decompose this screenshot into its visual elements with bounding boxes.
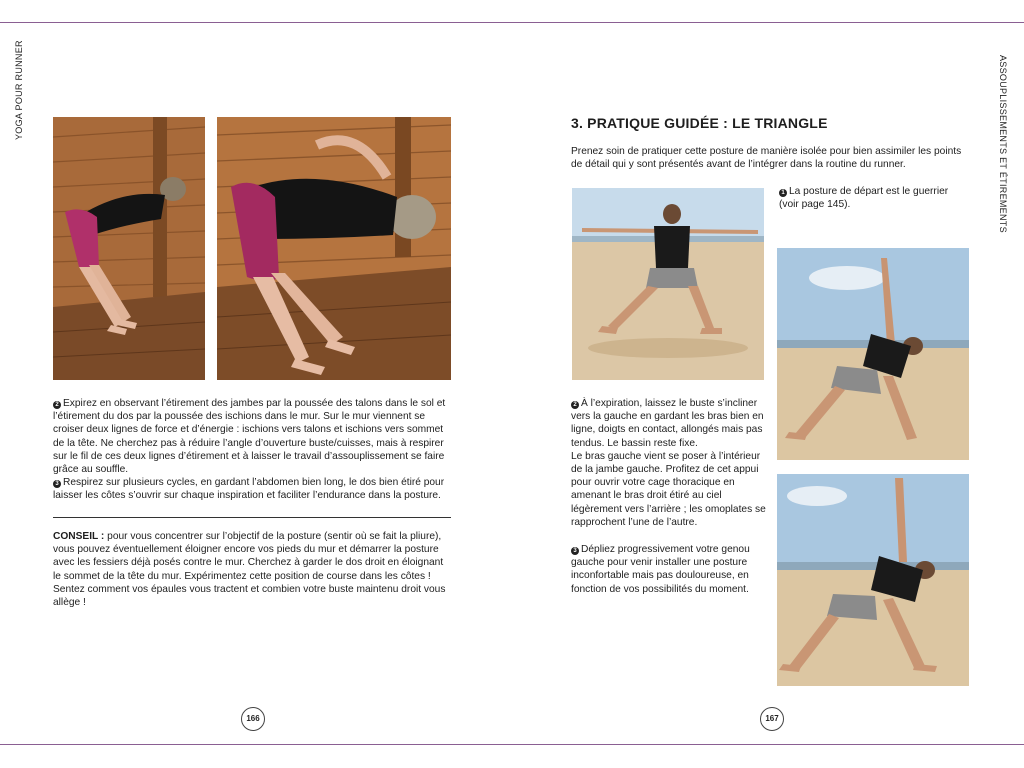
step-number-1: 1 <box>779 189 787 197</box>
photo-triangle-pose-1 <box>777 248 969 460</box>
photo-warrior-pose <box>572 188 764 380</box>
conseil-text: pour vous concentrer sur l’objectif de la posture (sentir où se fait la pliure), vous pouvez éventuellement éloigner encore vos pieds du mur et démarrer la posture avec les fessiers déjà posés contre le mur. Cherchez à garder le dos droit en éloignant le sommet de la tête du mur. Expérimentez cette position de course dans les côtes ! Sentez comment vos épaules vous tractent et combien votre buste maintenu droit vous allège ! <box>53 531 446 609</box>
left-step-2-text <box>53 397 453 503</box>
bottom-rule <box>0 744 1024 745</box>
right-page-number: 167 <box>760 707 784 731</box>
step-2a-body: À l’expiration, laissez le buste s’incliner vers la gauche en gardant les bras bien en ligne, doigts en contact, allongés mais pas tendus. Le bassin reste fixe. <box>571 398 764 449</box>
photo-wall-stretch-1 <box>53 117 205 380</box>
step-2b-body: Le bras gauche vient se poser à l’intérieur de la jambe gauche. Profitez de cet appui pour ouvrir votre cage thoracique en amenant le bras droit étiré au ciel légèrement vers l’arrière ; les omoplates se rapprochent l’une de l’autre. <box>571 450 766 528</box>
step-2-body: Expirez en observant l’étirement des jambes par la poussée des talons dans le sol et l’étirement du dos par la poussée des ischions dans le mur. Sur le mur viennent se croiser deux lignes de force et d’énergie : ischions vers talons et ischions vers sommet de la tête. Ne cherchez pas à réduire l’angle d’ouverture buste/cuisses, mais à respirer sur le fil de ces deux lignes d’étirement et à laisser le travail d’assouplissement se faire grâce au souffle. <box>53 398 446 476</box>
step-3-body: Respirez sur plusieurs cycles, en gardant l’abdomen bien long, le dos bien étiré pour laisser les côtes s’ouvrir sur chaque inspiration et faciliter l’endurance dans la posture. <box>53 477 445 502</box>
step-number-2-right: 2 <box>571 401 579 409</box>
photo-triangle-pose-2 <box>777 474 969 686</box>
intro-text: Prenez soin de pratiquer cette posture de manière isolée pour bien assimiler les points de détail qui y sont présentés avant de l’intégrer dans la routine du runner. <box>571 146 962 171</box>
photo-wall-stretch-2 <box>217 117 451 380</box>
step-number-2: 2 <box>53 401 61 409</box>
step-1-body: La posture de départ est le guerrier (voir page 145). <box>779 186 949 211</box>
top-rule <box>0 22 1024 23</box>
step-2-text <box>571 397 771 529</box>
step-number-3-right: 3 <box>571 547 579 555</box>
section-divider <box>53 517 451 518</box>
right-running-title: ASSOUPLISSEMENTS ET ÉTIREMENTS <box>998 55 1008 233</box>
conseil-box <box>53 530 451 609</box>
left-page-number: 166 <box>241 707 265 731</box>
step-1-text <box>779 185 964 211</box>
step-3-text <box>571 543 771 596</box>
section-title: 3. PRATIQUE GUIDÉE : LE TRIANGLE <box>571 115 828 131</box>
step-3-right-body: Dépliez progressivement votre genou gauche pour venir installer une posture inconfortable mais pas douloureuse, en fonction de vos possibilités du moment. <box>571 544 750 595</box>
conseil-label: CONSEIL : <box>53 531 105 542</box>
step-number-3: 3 <box>53 480 61 488</box>
left-running-title: YOGA POUR RUNNER <box>14 40 24 140</box>
